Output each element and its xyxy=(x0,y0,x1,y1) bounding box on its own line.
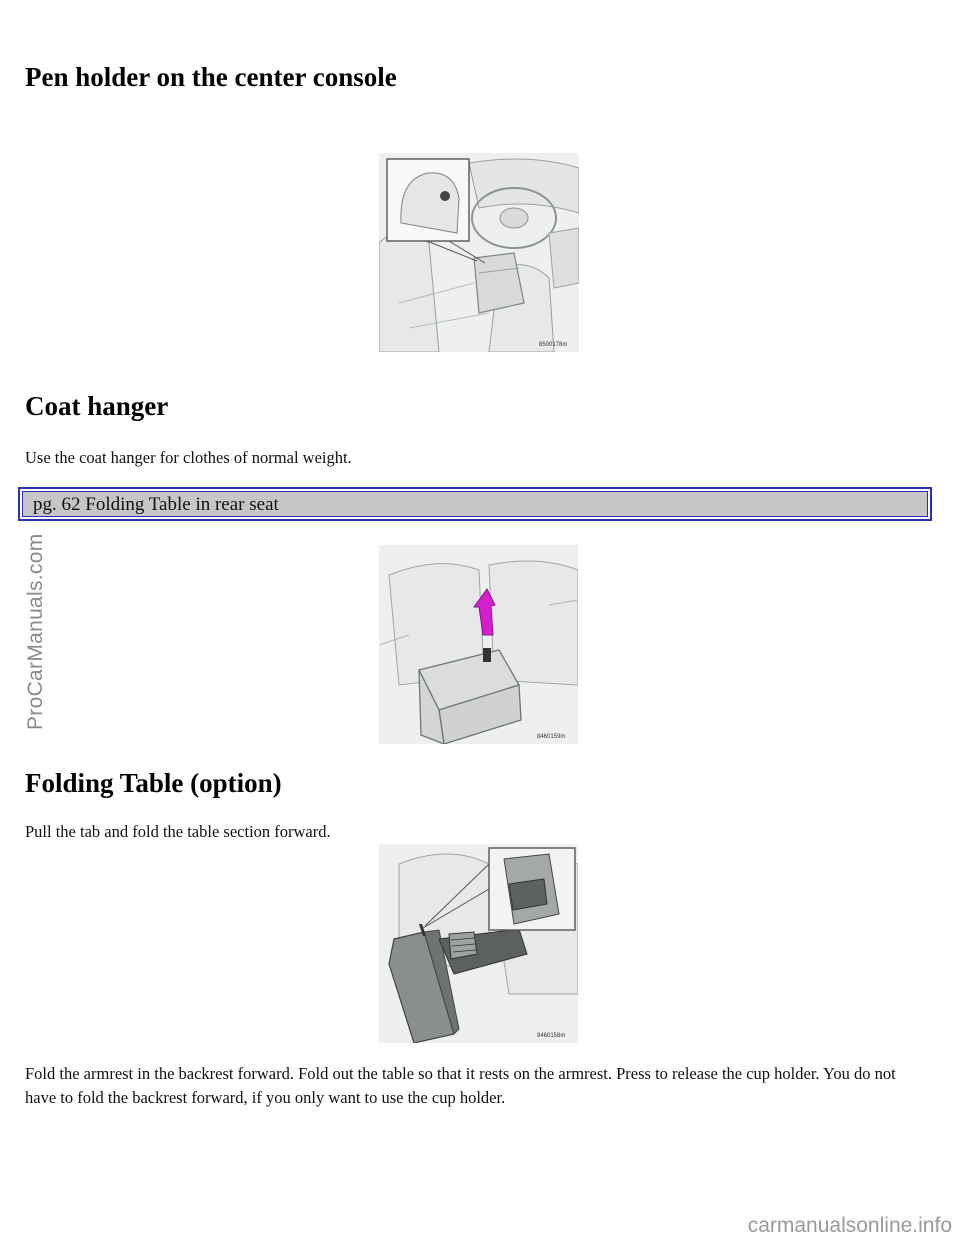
text-coat-hanger: Use the coat hanger for clothes of normal weight. xyxy=(25,448,352,467)
figure-code-2: 8460159m xyxy=(537,734,566,740)
heading-folding-table: Folding Table (option) xyxy=(25,768,282,798)
figure-pen-holder xyxy=(379,153,579,352)
folding-table-tab-illustration xyxy=(379,545,578,744)
footer-watermark: carmanualsonline.info xyxy=(747,1214,952,1237)
figure-folding-table-tab xyxy=(379,545,578,744)
text-folding-table-1: Pull the tab and fold the table section forward. xyxy=(25,822,331,841)
figure-folding-table-open xyxy=(379,844,578,1043)
page-link-banner xyxy=(18,487,932,521)
text-folding-table-2: Fold the armrest in the backrest forward. Fold out the table so that it rests on the armrest. Press to release the cup holder. You do not have to fold the backrest forward, if you only want to use the cup holder. xyxy=(25,1064,896,1107)
heading-coat-hanger: Coat hanger xyxy=(25,391,169,421)
figure-code-1: 8500178m xyxy=(539,342,568,348)
pen-holder-illustration xyxy=(379,153,579,352)
figure-code-3: 8460158m xyxy=(537,1033,566,1039)
page-link-text: pg. 62 Folding Table in rear seat xyxy=(22,491,928,517)
heading-pen-holder: Pen holder on the center console xyxy=(25,62,397,92)
folding-table-open-illustration xyxy=(379,844,578,1043)
side-watermark: ProCarManuals.com xyxy=(24,533,47,730)
